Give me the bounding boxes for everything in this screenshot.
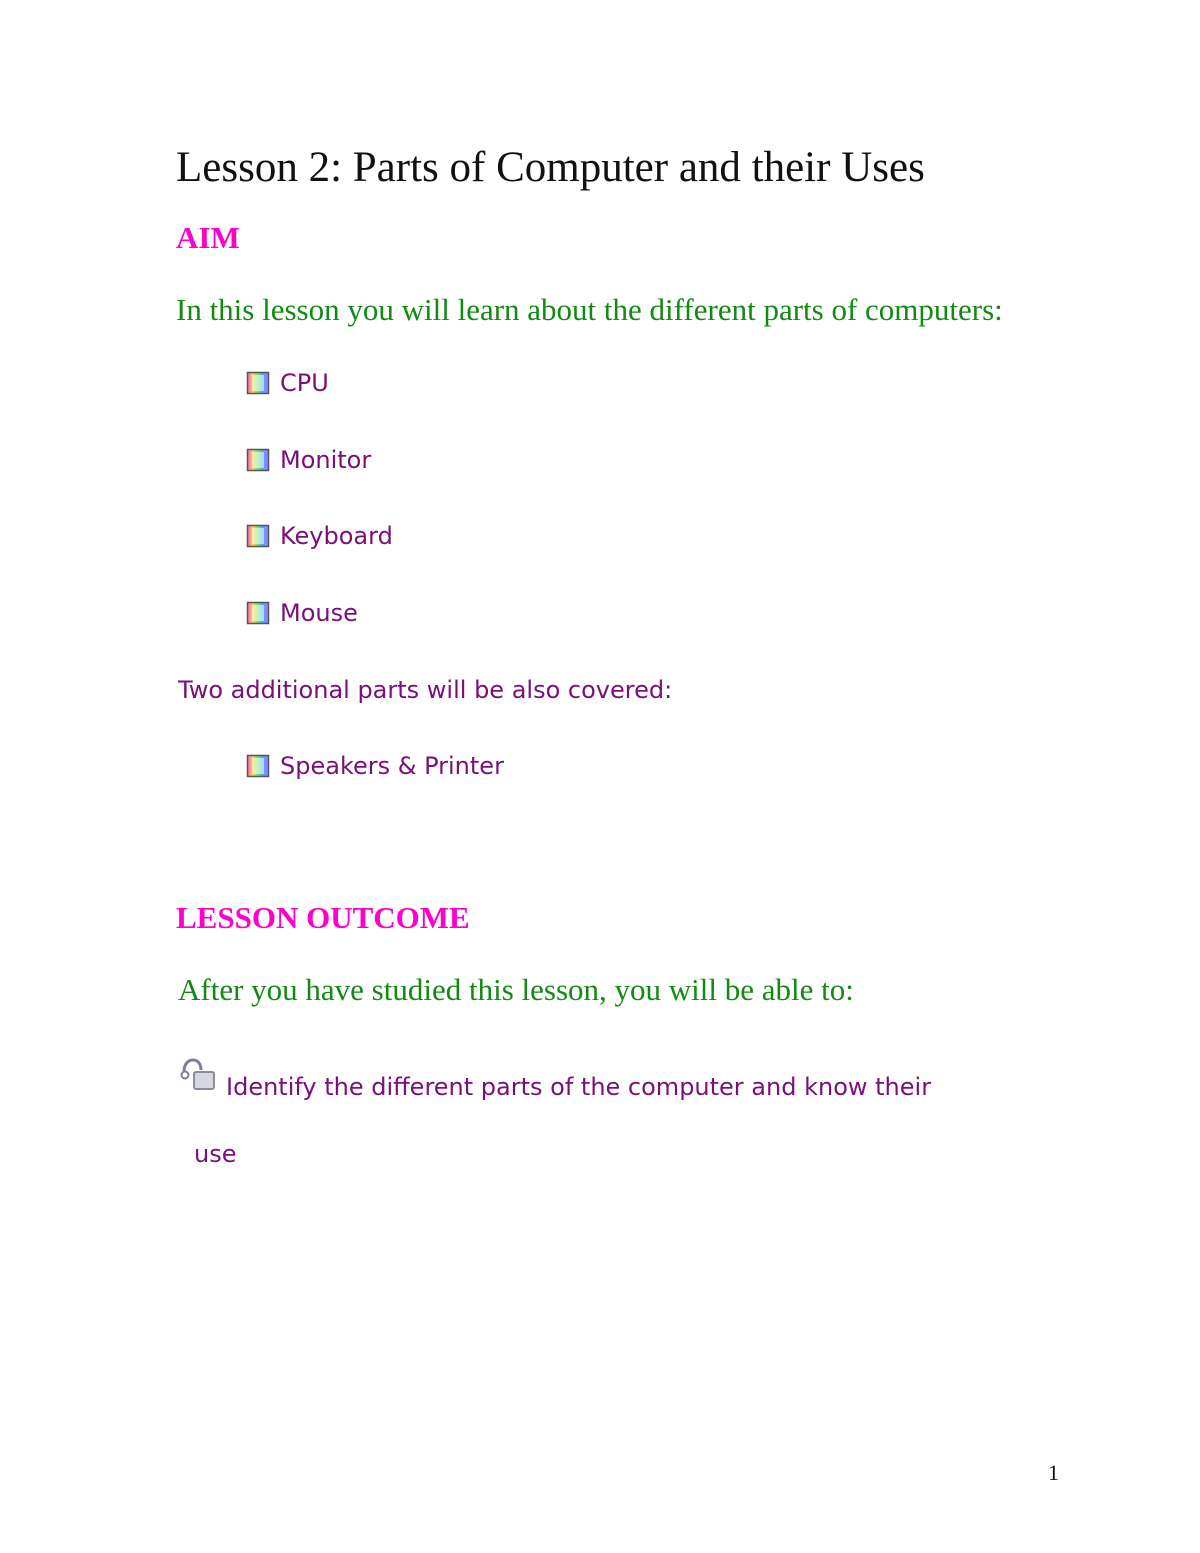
list-item-label: CPU xyxy=(280,369,329,397)
rainbow-book-icon xyxy=(246,448,270,472)
additional-intro: Two additional parts will be also covered: xyxy=(178,676,673,704)
outcome-item xyxy=(178,1044,931,1104)
rainbow-book-icon xyxy=(246,754,270,778)
outcome-item-line1: Identify the different parts of the computer and know their xyxy=(226,1073,932,1101)
list-item xyxy=(246,366,329,400)
rainbow-book-icon xyxy=(246,371,270,395)
rainbow-book-icon xyxy=(246,601,270,625)
aim-heading: AIM xyxy=(176,220,240,255)
list-item-label: Mouse xyxy=(280,599,358,627)
list-item xyxy=(246,749,504,783)
list-item xyxy=(246,443,371,477)
list-item-label: Speakers & Printer xyxy=(280,752,504,780)
outcome-intro: After you have studied this lesson, you will be able to: xyxy=(178,972,854,1007)
list-item-label: Monitor xyxy=(280,446,372,474)
aim-intro: In this lesson you will learn about the different parts of computers: xyxy=(176,292,1003,327)
outcome-item-line2: use xyxy=(194,1140,237,1168)
outcome-heading: LESSON OUTCOME xyxy=(176,900,470,935)
list-item-label: Keyboard xyxy=(280,522,393,550)
page-number: 1 xyxy=(1048,1460,1059,1485)
rainbow-book-icon xyxy=(246,524,270,548)
page-title: Lesson 2: Parts of Computer and their Uses xyxy=(176,144,925,191)
list-item xyxy=(246,519,393,553)
unlocked-padlock-icon xyxy=(178,1056,218,1092)
list-item xyxy=(246,596,358,630)
